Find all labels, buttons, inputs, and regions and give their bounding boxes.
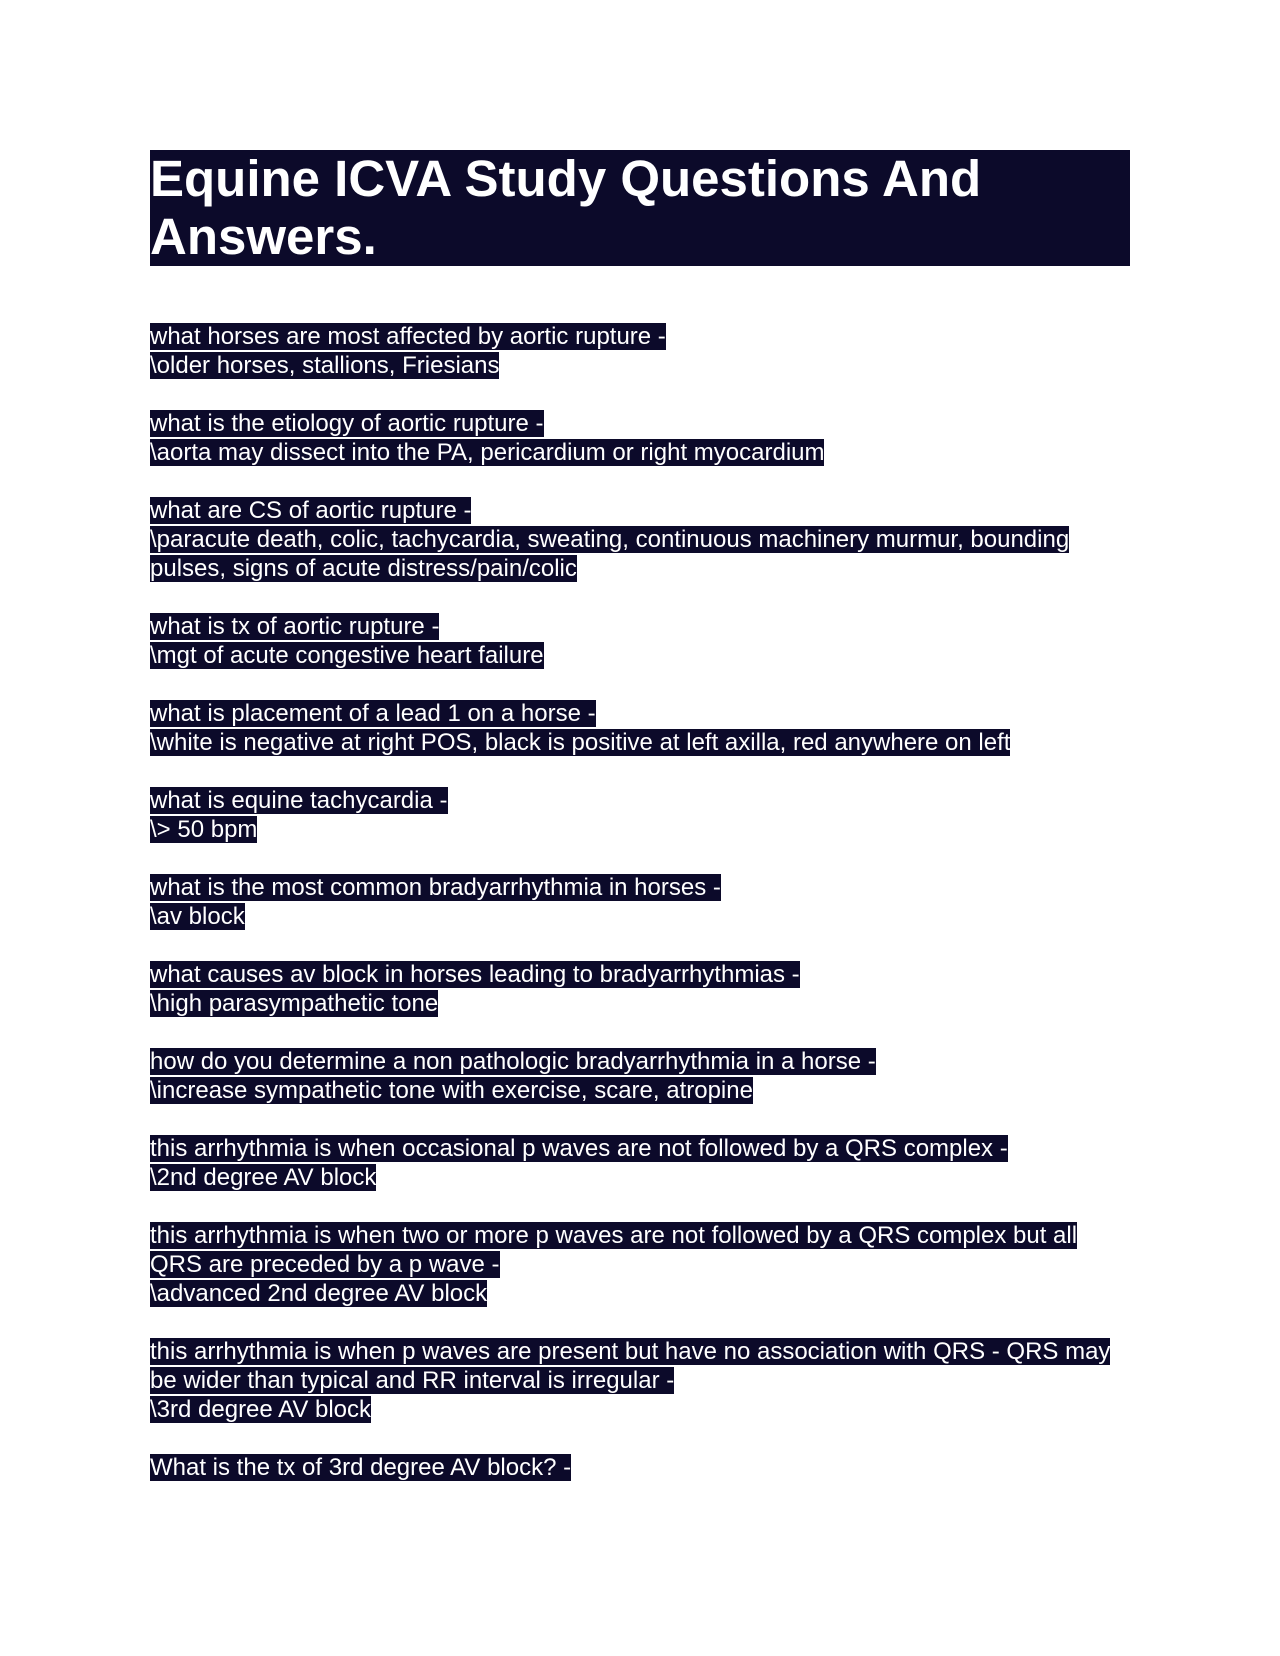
question-text: what causes av block in horses leading to bradyarrhythmias - [150, 961, 800, 988]
question-text: what are CS of aortic rupture - [150, 497, 472, 524]
document-page [150, 150, 1130, 1511]
qa-item [150, 322, 1130, 380]
answer-text: \av block [150, 903, 245, 930]
qa-item [150, 699, 1130, 757]
question-text: this arrhythmia is when p waves are present but have no association with QRS - QRS may be wider than typical and RR interval is irregular - [150, 1338, 1111, 1394]
question-text: what is the etiology of aortic rupture - [150, 410, 544, 437]
qa-item [150, 786, 1130, 844]
answer-text: \3rd degree AV block [150, 1396, 372, 1423]
qa-item [150, 496, 1130, 583]
qa-item [150, 612, 1130, 670]
document-title: Equine ICVA Study Questions And Answers. [150, 150, 1130, 266]
answer-text: \2nd degree AV block [150, 1164, 377, 1191]
question-text: What is the tx of 3rd degree AV block? - [150, 1454, 572, 1481]
answer-text: \advanced 2nd degree AV block [150, 1280, 488, 1307]
answer-text: \mgt of acute congestive heart failure [150, 642, 544, 669]
answer-text: \paracute death, colic, tachycardia, sweating, continuous machinery murmur, bounding pulses, signs of acute distress/pain/colic [150, 526, 1070, 582]
question-text: what horses are most affected by aortic rupture - [150, 323, 666, 350]
question-text: what is placement of a lead 1 on a horse - [150, 700, 596, 727]
question-text: what is the most common bradyarrhythmia in horses - [150, 874, 721, 901]
qa-item [150, 1337, 1130, 1424]
answer-text: \aorta may dissect into the PA, pericardium or right myocardium [150, 439, 825, 466]
answer-text: \increase sympathetic tone with exercise, scare, atropine [150, 1077, 753, 1104]
qa-item [150, 1134, 1130, 1192]
qa-item [150, 409, 1130, 467]
answer-text: \older horses, stallions, Friesians [150, 352, 500, 379]
qa-item [150, 873, 1130, 931]
qa-item [150, 1047, 1130, 1105]
answer-text: \> 50 bpm [150, 816, 258, 843]
qa-item [150, 1221, 1130, 1308]
question-text: what is equine tachycardia - [150, 787, 448, 814]
answer-text: \white is negative at right POS, black is positive at left axilla, red anywhere on left [150, 729, 1011, 756]
qa-item [150, 1453, 1130, 1482]
question-text: this arrhythmia is when two or more p waves are not followed by a QRS complex but all QRS are preceded by a p wave - [150, 1222, 1078, 1278]
question-text: this arrhythmia is when occasional p waves are not followed by a QRS complex - [150, 1135, 1008, 1162]
qa-item [150, 960, 1130, 1018]
answer-text: \high parasympathetic tone [150, 990, 439, 1017]
question-text: what is tx of aortic rupture - [150, 613, 440, 640]
question-text: how do you determine a non pathologic bradyarrhythmia in a horse - [150, 1048, 876, 1075]
qa-list [150, 322, 1130, 1482]
